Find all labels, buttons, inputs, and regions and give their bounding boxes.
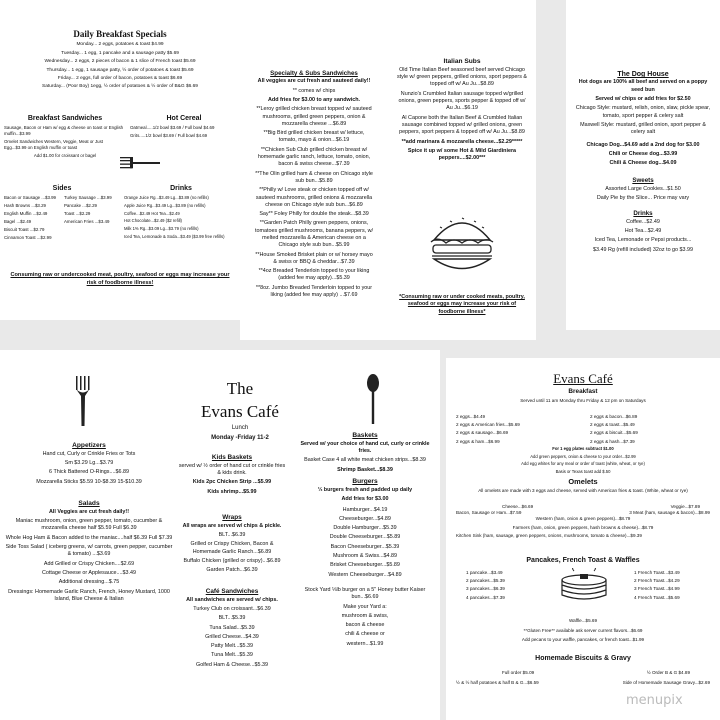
french-toast-item: 2 French Toast...$4.29 [634,578,680,584]
cafe-name-line: The [226,379,254,398]
salad-item: Side Toss Salad ( iceberg greens, w/ carrots, green pepper, cucumber & tomato) ...$3.69 [5,544,173,558]
wrap-item: BLT...$6.39 [218,531,246,538]
special-item: Monday... 2 eggs, potatoes & toast $4.99 [76,42,164,48]
special-item: Wednesday... 2 eggs, 2 pieces of bacon & 1 slice of French toast $5.69 [44,59,196,65]
stock-yard-option: western...$1.99 [346,640,384,647]
pancake-item: 1 pancake...$3.49 [466,570,503,575]
specialty-subs-section [240,0,388,299]
omelet-item: 3 Meat (ham, sausage & bacon)...$8.99 [629,510,710,516]
cafe-name [190,378,290,424]
side-item: Bacon or Sausage ...$3.99 [4,195,56,201]
omelet-item: Kitchen Sink (ham, sausage, green peppers, onions, mushrooms, tomato & cheese)...$9.39 [456,532,642,538]
special-item: Saturday... (Poor Boy) 1egg, ½ order of potatoes & ½ order of B&G $6.69 [42,84,198,90]
salad-item: Add Grilled or Crispy Chicken....$2.69 [43,560,135,567]
biscuits-title: Homemade Biscuits & Gravy [535,655,631,662]
sandwich-item: **Garden Patch Philly green peppers, onions, tomatoes grilled mushrooms, banana peppers, w/ melted mozzarella & American cheese on a Chicago style sub bun...$5.99 [254,220,374,249]
stock-yard-option: mushroom & swiss, [341,612,389,619]
cafe-sandwich-item: Golfed Ham & Cheese...$5.39 [196,661,268,668]
lunch-label: Lunch [231,425,249,431]
egg-combos-right [590,414,710,447]
wrap-item: Garden Patch...$6.39 [206,567,258,574]
cafe-sandwich-item: Tuna Melt...$5.39 [211,652,253,659]
menu-item: Sausage, Bacon or Ham w/ egg & cheese on toast or English muffin...$3.99 [4,125,124,137]
appetizer-item: Sm $3.29 Lg...$3.79 [64,460,114,467]
combo-note: For 1 egg plates subtract $1.00 [552,446,614,451]
side-item: Cinnamon Toast ...$2.99 [4,235,52,241]
menu-item: Add $1.00 for croissant or bagel [33,153,97,159]
drink-item: Hot Chocolate...$2.49 ($2 refill) [124,218,182,224]
burgers-note: ⅓ burgers fresh and padded up daily [317,486,413,493]
drink-item: Coffee...$2.49 Hot Tea...$2.49 [124,210,180,216]
sweet-item: Assorted Large Cookies...$1.50 [605,185,681,192]
kids-baskets-section [178,454,286,498]
kids-baskets-title: Kids Baskets [211,454,253,461]
burger-item: Western Cheeseburger...$4.89 [328,571,402,578]
cafe-sandwich-item: Grilled Cheese...$4.39 [205,633,259,640]
appetizers-title: Appetizers [72,442,106,449]
cafe-sandwich-item: BLT...$5.39 [218,615,246,622]
fork-icon [74,376,92,426]
sweet-item: Daily Pie by the Slice... Price may vary [596,195,690,202]
special-item: Thursday... 1 egg, 1 sausage patty, ½ order of potatoes & toast $5.69 [46,67,194,73]
side-item: Turkey Sausage ...$3.99 [64,195,112,201]
daily-specials-title: Daily Breakfast Specials [73,29,167,39]
fork-icon [120,156,160,170]
burger-item: Bacon Cheeseburger...$5.39 [330,543,400,550]
biscuit-item: Full order $5.09 [502,670,535,675]
italian-item: Al Capone both the Italian Beef & Crumbled Italian sausage combined topped w/ grilled onions, green peppers, sport peppers & topped off w/ Au Ju...$8.89 [399,114,525,136]
baskets-note: Served w/ your choice of hand cut, curly or crinkle fries. [300,440,430,455]
salad-item: Cottage Cheese or Applesauce....$3.49 [41,569,137,576]
combo-note: Add egg whites for any meal or order of toast (white, wheat, or rye) [521,461,645,467]
wraps-title: Wraps [222,514,242,521]
drink-item: Apple Juice Rg...$3.49 Lg...$3.89 (no refills) [124,203,206,209]
foodborne-warning: Consuming raw or undercooked meat, poultry, seafood or eggs may increase your risk of foodborne illness! [10,272,230,286]
specialty-subs-subtitle: All veggies are cut fresh and sauteed daily!! [257,78,371,85]
egg-combo-notes [456,446,710,477]
breakfast-sandwiches-section [4,112,126,161]
italian-subs-title: Italian Subs [443,58,481,65]
menu-page-dog-house [566,0,720,330]
basket-item: Basket Case 4 all white meat chicken strips...$8.39 [304,457,426,464]
basket-item: Shrimp Basket...$8.39 [337,466,393,473]
watermark: menupix [626,693,683,708]
omelets-title: Omelets [568,477,598,486]
egg-combo: 2 eggs & toast...$5.49 [590,422,635,428]
sandwich-item: Say** Foley Philly for double the steak...$8.39 [259,211,369,218]
pancake-stack-icon [556,568,612,608]
salads-section [4,500,174,605]
egg-combo: 2 eggs & ham...$6.99 [456,438,500,444]
omelet-item: Western (ham, onion & green peppers)...$8.79 [535,516,631,522]
special-item: Friday... 2 eggs, full order of bacon, potatoes & toast $6.69 [57,76,183,82]
spoon-icon [366,374,380,424]
combo-note: Basis or Texas toast add $.50 [555,469,611,475]
stock-yard-option: chili & cheese or [345,631,385,638]
french-toast-item: 3 French Toast...$4.99 [634,586,680,592]
cafe-sandwiches-note: All sandwiches are served w/ chips. [186,596,278,603]
egg-combo: 2 eggs...$4.49 [456,414,486,419]
menu-item: Grits.....1/2 bowl $3.69 / Full bowl $4.69 [130,133,208,139]
wraps-section [178,514,286,576]
baskets-section [296,432,434,650]
wrap-item: Grilled or Crispy Chicken, Bacon & Homemade Garlic Ranch...$6.89 [190,541,274,555]
dog-house-title: The Dog House [617,71,669,78]
menu-page-specialty-subs [240,0,388,340]
salads-note: All Veggies are cut fresh daily!! [49,508,129,515]
salad-item: Whole Hog Ham & Bacon added to the maniac....half $6.39 Full $7.39 [5,534,173,541]
burger-item: Brisket Cheeseburger...$5.89 [330,562,400,569]
sides-section [4,182,120,243]
side-item: Biscuit Toast ...$2.79 [4,227,45,233]
pancake-item: 2 pancakes...$5.39 [466,578,505,584]
appetizer-item: Mozzarella Sticks $5.59 10-$8.39 15-$10.39 [36,478,142,485]
dog-house-served: Served w/ chips or add fries for $2.50 [595,96,691,103]
sandwich-item: **The Olin grilled ham & cheese on Chicago style sub bun...$5.89 [255,170,373,184]
pancake-item: 3 pancakes...$6.39 [466,586,505,592]
drink-item: Coffee...$2.49 [626,218,660,225]
kids-item: Kids shrimp...$5.99 [207,488,257,495]
cafe-sandwich-item: Turkey Club on croissant...$6.39 [193,605,271,612]
pancake-item: 4 pancakes...$7.39 [466,594,505,600]
menu-item: Omelet Sandwiches Western, Veggie, Meat or Just Egg...$3.99 on English muffin or toast [4,139,103,151]
dog-house-intro: Hot dogs are 100% all beef and served on a poppy seed bun [578,79,708,93]
sandwich-item: **House Smoked Brisket plain or w/ horsey mayo & swiss or BBQ & cheddar...$7.39 [255,251,373,265]
egg-combo: 2 eggs & bacon...$6.89 [590,414,638,419]
lunch-hours: Monday -Friday 11-2 [211,435,269,441]
sandwich-item: **4oz Breaded Tenderloin topped to your liking (added fee may apply)...$5.39 [258,268,370,282]
side-item: Bagel ...$2.49 [4,219,32,225]
omelets-note: All omelets are made with 3 eggs and cheese, served with American fries & toast. (White, wheat or rye) [478,488,688,493]
sandwich-item: **8oz. Jumbo Breaded Tenderloin topped to your liking (added fee may apply) ...$7.69 [255,284,373,299]
appetizers-note: Hand cut, Curly or Crinkle Fries or Tots [42,450,136,457]
daily-specials-list [0,42,240,91]
burgers-add: Add fries for $3.00 [341,496,389,503]
menu-item: Oatmeal.....1/2 bowl $3.69 / Full bowl $4.69 [130,125,215,131]
sandwich-item: **Big Bird grilled chicken breast w/ lettuce, tomato, mayo & onion...$6.19 [263,130,365,144]
drink-item: Iced Tea, Lemonade & Soda...$3.49 ($3.99 free refills) [124,233,225,239]
stock-yard-item: Stock Yard ⅓lb burger on a 5" Honey butter Kaiser bun...$6.69 [304,586,426,601]
dog-item: Chili & Cheese dog...$4.09 [609,160,677,167]
hot-cereal-title: Hot Cereal [166,115,202,122]
italian-item: Nunzio's Crumbled Italian sausage topped w/grilled onions, green peppers, sports pepper & topped off w/ Au Ju...$6.19 [398,90,526,112]
baskets-title: Baskets [352,432,378,439]
italian-item: **add marinara & mozzarella cheese...$2.29***** [401,138,523,145]
specialty-note: Add fries for $3.00 to any sandwich. [268,96,360,103]
italian-item: Old Time Italian Beef seasoned beef served Chicago style w/ green peppers, grilled onions, sport peppers & topped off w/ Au Ju...$8.89 [396,66,528,88]
dog-style: Chicago Style: mustard, relish, onion, slaw, pickle spear, tomato, sport pepper & celery salt [575,105,711,119]
salad-item: Dressings: Homemade Garlic Ranch, French, Honey Mustard, 1000 Island, Blue Cheese & Italian [8,588,170,602]
salads-title: Salads [78,500,100,507]
appetizers-section [4,442,174,488]
drinks-title: Drinks [170,185,192,192]
menu-page-lunch-left [0,350,290,720]
salad-item: Additional dressing...$.75 [58,579,120,586]
pancakes-title: Pancakes, French Toast & Waffles [526,557,640,564]
sides-title: Sides [52,185,72,192]
sweets-title: Sweets [632,177,654,185]
egg-combo: 2 eggs & American fries...$5.69 [456,422,520,428]
specialty-subs-title: Specialty & Subs Sandwiches [270,70,358,77]
drinks-section [124,182,238,241]
drink-item: Orange Juice Rg...$3.49 Lg...$3.89 (no refills) [124,195,209,201]
cafe-sandwiches-section [178,588,286,671]
waffle-extra-note: Add pecans to your waffle, pancakes, or french toast...$1.99 [521,637,645,642]
burger-item: Double Hamburger...$5.39 [333,525,397,532]
cafe-name: Evans Café [553,371,613,386]
egg-combo: 2 eggs & sausage...$6.69 [456,430,509,436]
menu-page-lunch-right [290,350,440,720]
side-item: Toast ...$2.29 [64,211,91,217]
omelets-list [456,504,710,541]
waffle-item: Waffle...$5.69 [568,618,598,623]
drink-item: Milk 1% Rg...$3.09 Lg...$3.79 (no refills) [124,226,199,232]
hot-cereal-section [130,112,238,141]
cafe-sandwich-item: Tuna Salad...$5.39 [209,624,255,631]
sandwich-item: **Philly w/ Love steak or chicken topped off w/ sauteed mushrooms, grilled onions & mozzarella cheese on Chicago style sub bun...$6.89 [255,187,373,208]
french-toast-item: 1 French Toast...$3.49 [634,570,680,575]
biscuit-item: ½ & ½ half potatoes & half B & G...$6.59 [456,680,539,686]
burgers-title: Burgers [352,478,378,486]
cafe-name-line: Evans Café [201,401,279,421]
omelet-item: Cheese...$6.69 [502,504,534,509]
wraps-note: All wraps are served w/ chips & pickle. [182,522,282,529]
egg-combos-left [456,414,576,447]
omelet-item: Veggie...$7.89 [670,504,700,509]
side-item: American Fries ...$3.49 [64,219,110,225]
stock-yard-option: Make your Yard a: [343,603,387,610]
drink-item: $3.49 Rg (refill included) 32oz to go $3.99 [592,246,694,253]
side-item: Hash Browns ...$3.29 [4,203,46,209]
appetizer-item: 6 Thick Battered O-Rings....$6.89 [49,469,129,476]
stock-yard-option: bacon & cheese [345,622,385,629]
salad-item: Maniac mushroom, onion, green pepper, tomato, cucumber & mozzarella cheese half $5.59 Full $6.39 [15,518,163,532]
dog-item: Chili or Cheese dog...$3.99 [608,150,678,157]
dog-item: Chicago Dog...$4.69 add a 2nd dog for $3.00 [586,141,700,148]
burger-item: Cheeseburger...$4.89 [339,515,391,522]
foodborne-warning: *Consuming raw or under cooked meats, poultry, seafood or eggs may increase your risk of foodborne illness* [399,294,525,315]
italian-subs-section [388,0,536,162]
cafe-sandwiches-title: Café Sandwiches [205,588,259,595]
egg-combo: 2 eggs & hash...$7.39 [590,438,635,444]
special-item: Tuesday... 1 egg, 1 pancake and a sausage patty $5.69 [61,50,179,56]
kids-item: Kids 2pc Chicken Strip ...$5.99 [192,479,272,486]
combo-note: Add green peppers, onion & cheese to your order...$2.99 [530,453,636,459]
sandwich-item: **Chicken Sub Club grilled chicken breast w/ homemade garlic ranch, lettuce, tomato, onion, bacon & swiss cheese...$7.39 [257,146,371,168]
biscuit-item: Side of Homemade Sausage Gravy...$2.69 [622,680,710,686]
omelet-item: Bacon, Sausage or Ham...$7.59 [456,510,522,516]
gluten-free-note: **Gluten Free** available ask server current flavors...$6.69 [523,628,643,633]
breakfast-title: Breakfast [568,388,598,395]
biscuit-item: ½ Order B & G $4.89 [646,670,690,675]
burger-item: Mushroom & Swiss...$4.89 [332,553,398,560]
wrap-item: Buffalo Chicken (grilled or crispy)...$6.89 [183,557,281,564]
french-toast-list [634,570,718,603]
dog-house-section [566,0,720,254]
menu-page-italian-subs [388,0,536,340]
burger-item: Double Cheeseburger...$5.89 [329,534,401,541]
breakfast-sandwiches-title: Breakfast Sandwiches [27,115,103,122]
egg-combo: 2 eggs & biscuit...$5.69 [590,430,638,436]
italian-item: Spice it up w/ some Hot & Mild Giardiniera peppers....$2.00*** [407,147,517,162]
drinks-title: Drinks [633,210,653,218]
biscuits-list [456,670,710,686]
pancakes-list [466,570,546,603]
menu-page-breakfast [446,358,720,720]
dog-style: Maxwell Style: mustard, grilled onion, sport pepper & celery salt [580,121,706,136]
drink-item: Iced Tea, Lemonade or Pepsi products... [594,237,692,244]
omelet-item: Farmers (ham, onion, green peppers, hash browns & cheese)...$8.79 [512,524,654,530]
side-item: Pancake ...$2.29 [64,203,97,209]
cafe-sandwich-item: Patty Melt...$5.39 [211,643,253,650]
drink-item: Hot Tea...$2.49 [624,228,662,235]
burger-item: Hamburger...$4.19 [342,506,388,513]
french-toast-item: 4 French Toast...$5.69 [634,594,680,600]
kids-note: served w/ ½ order of hand cut or crinkle fries & kids drink. [178,462,286,476]
sandwich-illustration-icon [428,212,496,276]
menu-page-breakfast-specials [0,0,240,320]
breakfast-hours: Served until 11 am Monday thru Friday & 12 pm on Saturdays [520,398,646,403]
side-item: English Muffin ...$2.49 [4,211,48,217]
sandwich-item: **Leroy grilled chicken breast topped w/ sauteed mushrooms, grilled green peppers, onion & mozzarella cheese ...$6.89 [256,106,372,127]
specialty-note: ** comes w/ chips [292,87,336,94]
